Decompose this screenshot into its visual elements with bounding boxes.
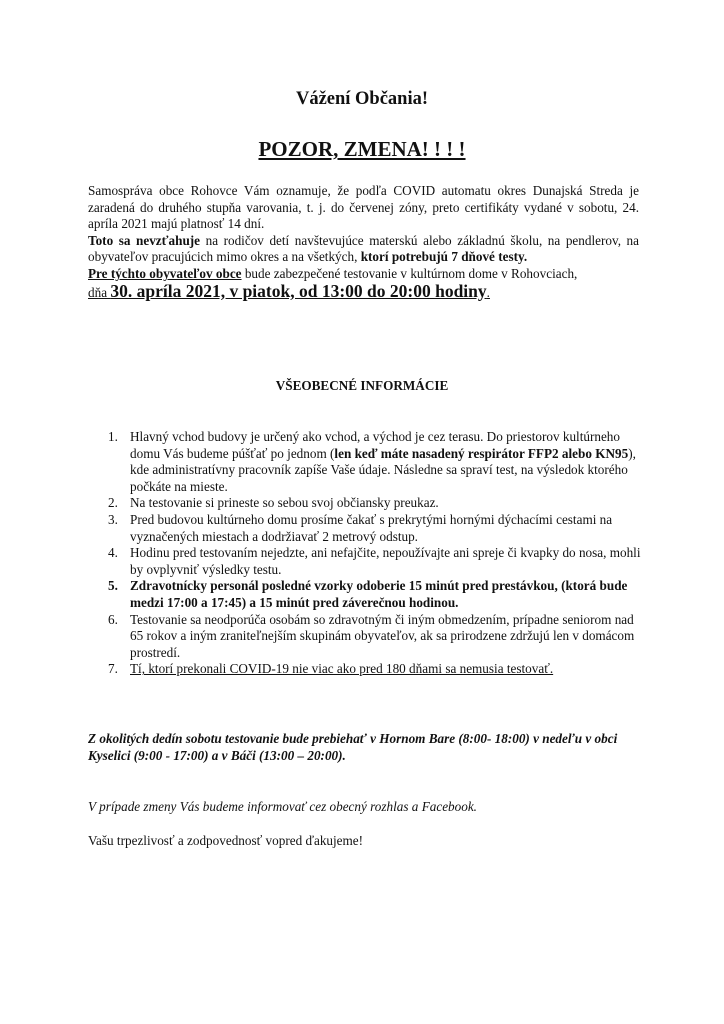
exception-text: na rodičov detí navštevujúce materskú alebo základnú školu, na pendlerov, na obyvateľov pracujúcich mimo okres a na všetkých, bbox=[88, 232, 639, 265]
general-info-heading: VŠEOBECNÉ INFORMÁCIE bbox=[275, 378, 449, 393]
info-item bbox=[108, 545, 648, 578]
info-item-text: Hodinu pred testovaním nejedzte, ani nefajčite, nepoužívajte ani spreje či kvapky do nosa, mohli by ovplyvniť výsledky testu. bbox=[130, 545, 641, 577]
testing-date: 30. apríla 2021, v piatok, od 13:00 do 20:00 hodiny bbox=[110, 280, 487, 301]
info-item-text: Na testovanie si prineste so sebou svoj občiansky preukaz. bbox=[130, 495, 439, 511]
info-item-text: ), kde administratívny pracovník zapíše Vaše údaje. Následne sa spraví test, na výsledok ktorého počkáte na mieste. bbox=[130, 445, 636, 494]
intro-paragraph-date bbox=[88, 280, 639, 302]
info-item bbox=[108, 612, 648, 662]
exception-lead: Toto sa nevzťahuje bbox=[88, 232, 201, 248]
info-item-number: 5. bbox=[108, 578, 118, 594]
info-item bbox=[108, 495, 648, 512]
general-info-list bbox=[108, 429, 648, 678]
nearby-villages-note: Z okolitých dedín sobotu testovanie bude prebiehať v Hornom Bare (8:00- 18:00) v nedeľu v obci Kyselici (9:00 - 17:00) a v Báči (13:00 – 20:00). bbox=[88, 731, 618, 763]
info-item-text: Hlavný vchod budovy je určený ako vchod, a východ je cez terasu. Do priestorov kultúrneho domu Vás budeme púšťať po jednom ( bbox=[130, 429, 620, 461]
thanks-note: Vašu trpezlivosť a zodpovednosť vopred ďakujeme! bbox=[88, 833, 364, 848]
info-item-number: 7. bbox=[108, 661, 118, 677]
info-item-text: Zdravotnícky personál posledné vzorky odoberie 15 minút pred prestávkou, (ktorá bude medzi 17:00 a 17:45) a 15 minút pred záverečnou hodinou. bbox=[130, 578, 628, 610]
info-item bbox=[108, 512, 648, 545]
greeting-heading: Vážení Občania! bbox=[295, 89, 429, 109]
alert-title: POZOR, ZMENA! ! ! ! bbox=[258, 137, 466, 161]
info-item bbox=[108, 661, 648, 678]
info-item-number: 3. bbox=[108, 511, 118, 527]
testing-location: bude zabezpečené testovanie v kultúrnom dome v Rohovciach, bbox=[241, 265, 578, 281]
info-item-number: 6. bbox=[108, 611, 118, 627]
info-item-number: 4. bbox=[108, 545, 118, 561]
info-item-text: Pred budovou kultúrneho domu prosíme čakať s prekrytými hornými dýchacími cestami na vyznačených miestach a dodržiavať 2 metrový odstup. bbox=[130, 511, 613, 544]
info-item-text: Tí, ktorí prekonali COVID-19 nie viac ako pred 180 dňami sa nemusia testovať. bbox=[130, 661, 554, 677]
testing-audience: Pre týchto obyvateľov obce bbox=[88, 265, 242, 281]
info-item bbox=[108, 578, 648, 611]
info-item-text: Testovanie sa neodporúča osobám so zdravotným či iným obmedzením, prípadne seniorom nad 65 rokov a iným zraniteľnejším skupinám obyvateľov, ak sa prirodzene zdržujú len v domácom prostredí. bbox=[130, 611, 635, 660]
info-item-number: 2. bbox=[108, 495, 118, 511]
date-suffix: . bbox=[486, 284, 490, 300]
info-item-number: 1. bbox=[108, 429, 118, 444]
info-item bbox=[108, 429, 648, 495]
respirator-requirement: len keď máte nasadený respirátor FFP2 alebo KN95 bbox=[334, 445, 629, 461]
intro-section bbox=[88, 183, 639, 301]
intro-paragraph-exceptions bbox=[88, 233, 639, 266]
date-prefix: dňa bbox=[88, 284, 111, 300]
change-notice: V prípade zmeny Vás budeme informovať cez obecný rozhlas a Facebook. bbox=[88, 799, 477, 814]
exception-tail: ktorí potrebujú 7 dňové testy. bbox=[360, 249, 528, 265]
intro-paragraph-certificates: Samospráva obce Rohovce Vám oznamuje, že podľa COVID automatu okres Dunajská Streda je zaradená do druhého stupňa varovania, t. j. do červenej zóny, preto certifikáty vydané v sobotu, 24. apríla 2021 majú platnosť 14 dní. bbox=[88, 183, 639, 232]
